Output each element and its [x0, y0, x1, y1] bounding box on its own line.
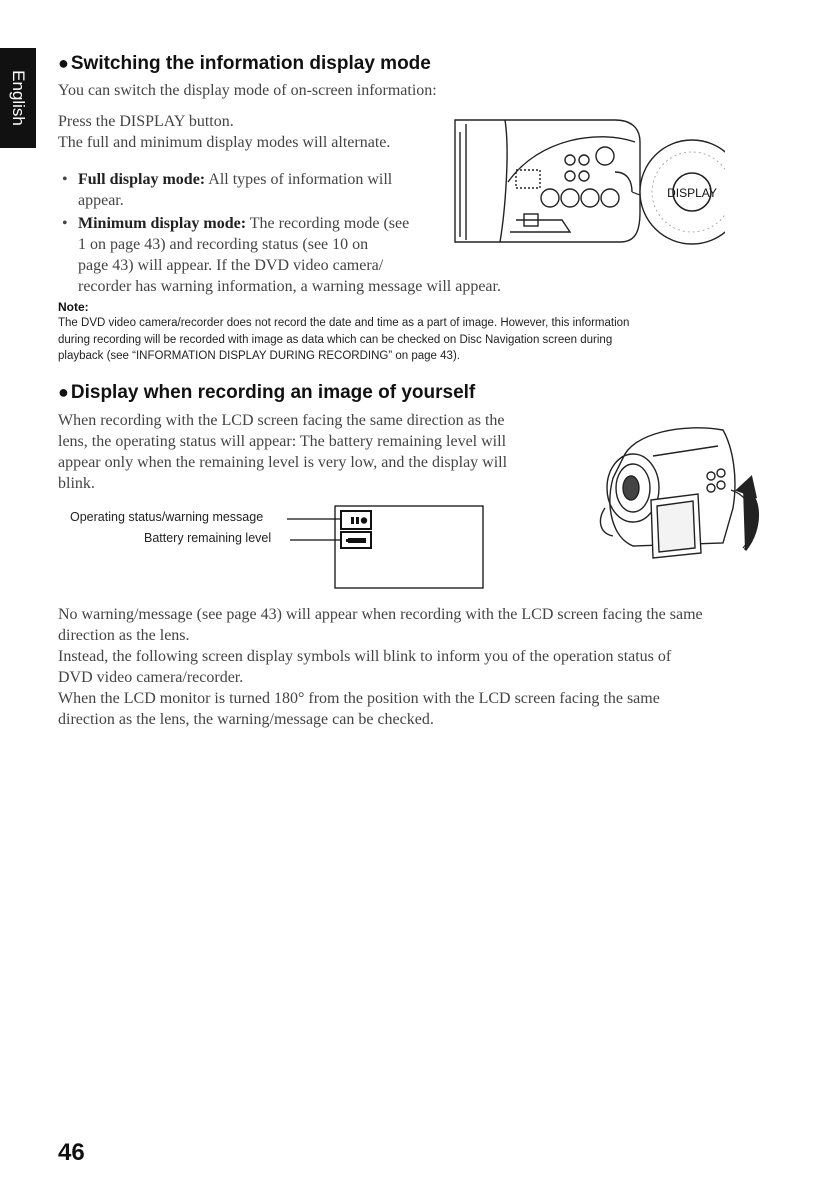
battery-icon — [348, 538, 366, 543]
camera-lcd-forward-illustration — [593, 418, 765, 563]
note-text: The DVD video camera/recorder does not record the date and time as a part of image. However, this information during recording will be recorded with image as data which can be checked on Disc Navigation screen during playback (see “INFORMATION DISPLAY DURING RECORDING” on page 43). — [58, 317, 630, 362]
alternate-text: The full and minimum display modes will alternate. — [58, 134, 391, 151]
list-item-minimum: • Minimum display mode: The recording mode (see 1 on page 43) and recording status (see 10 on page 43) will appear. If the DVD video camera/ recorder has warning information, a warning message will appear. — [62, 215, 501, 295]
camera-display-button-illustration — [450, 112, 725, 250]
section-heading-self-recording: ● Display when recording an image of yourself — [58, 382, 476, 403]
note-label: Note: — [58, 300, 89, 314]
section2-intro: When recording with the LCD screen facing the same direction as the lens, the operating status will appear: The battery remaining level will appear only when the remaining level is very low, and the display will blink. — [58, 412, 508, 492]
display-button-zoom — [640, 140, 725, 244]
list-item-full: • Full display mode: All types of information will appear. — [62, 171, 393, 209]
intro-text: You can switch the display mode of on-screen information: — [58, 82, 437, 99]
section-heading-display-mode: ● Switching the information display mode — [58, 53, 431, 74]
section2-body: No warning/message (see page 43) will appear when recording with the LCD screen facing the same direction as the lens. Instead, the following screen display symbols will blink to inform you of the operation status of DVD video camera/recorder. When the LCD monitor is turned 180° from the position with the LCD screen facing the same direction as the lens, the warning/message can be checked. — [58, 606, 703, 728]
section1-intro — [58, 80, 758, 101]
screen-display-diagram — [285, 504, 485, 590]
language-tab-label: English — [9, 70, 28, 126]
press-instruction: Press the DISPLAY button. — [58, 113, 234, 130]
page-number: 46 — [58, 1139, 85, 1166]
section1-body — [58, 111, 478, 153]
language-tab — [0, 48, 36, 148]
label-battery-level: Battery remaining level — [144, 531, 272, 545]
label-operating-status: Operating status/warning message — [70, 510, 264, 524]
display-button-label: DISPLAY — [667, 186, 717, 200]
